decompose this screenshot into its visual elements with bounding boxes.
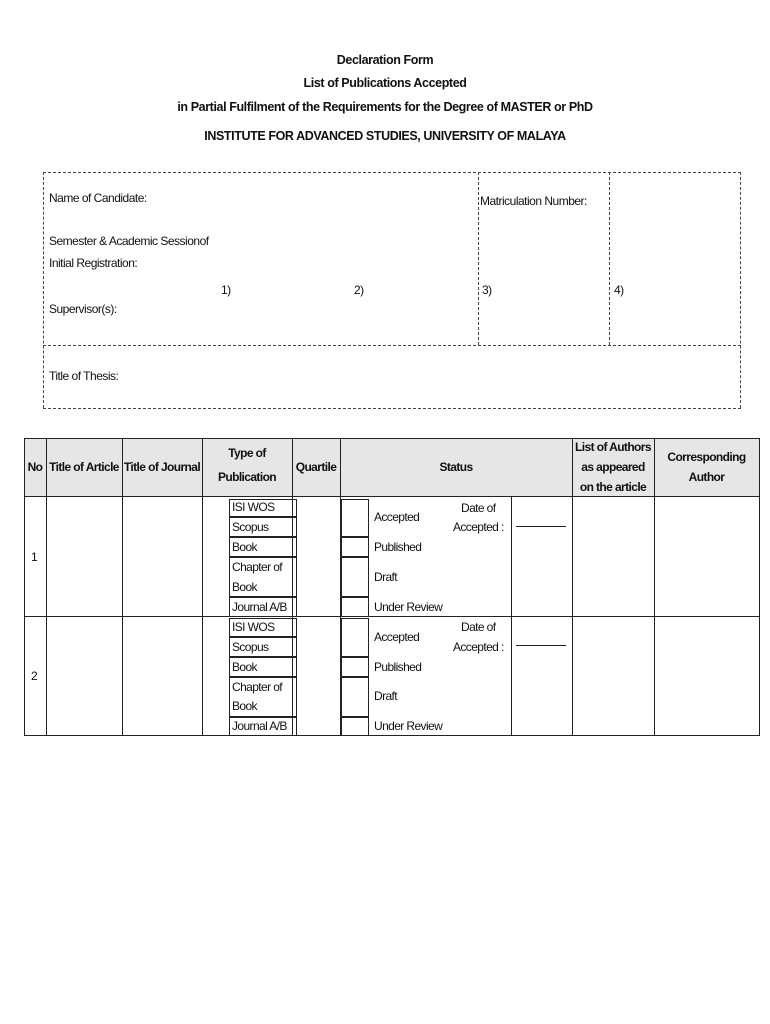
status-under-review-label: Under Review bbox=[374, 719, 443, 733]
col-header-corresponding-line2: Author bbox=[688, 470, 725, 484]
form-title: Declaration Form bbox=[336, 53, 434, 67]
col-header-corresponding-line1: Corresponding bbox=[667, 450, 746, 464]
status-checkbox-draft[interactable] bbox=[341, 677, 369, 717]
title-of-thesis-label: Title of Thesis: bbox=[49, 369, 119, 383]
row-number: 1 bbox=[31, 550, 38, 564]
col-header-authors-line3: on the article bbox=[579, 480, 647, 494]
status-accepted-label: Accepted bbox=[374, 510, 420, 524]
type-isi-wos-label: ISI WOS bbox=[232, 620, 275, 634]
col-header-authors-line2: as appeared bbox=[581, 460, 645, 474]
date-accepted-input-line[interactable] bbox=[516, 645, 566, 646]
date-of-label: Date of bbox=[461, 620, 496, 634]
col-header-quartile: Quartile bbox=[295, 459, 337, 474]
status-checkbox-under-review[interactable] bbox=[341, 717, 369, 736]
accepted-date-label: Accepted : bbox=[453, 640, 504, 654]
form-degree-line: in Partial Fulfilment of the Requirements for the Degree of MASTER or PhD bbox=[177, 100, 593, 114]
supervisor-1-label: 1) bbox=[221, 283, 231, 297]
status-under-review-label: Under Review bbox=[374, 600, 443, 614]
status-checkbox-under-review[interactable] bbox=[341, 597, 369, 617]
type-chapter-book-label: Book bbox=[232, 699, 257, 713]
col-header-type-line2: Publication bbox=[217, 470, 277, 484]
status-accepted-label: Accepted bbox=[374, 630, 420, 644]
initial-registration-label: Initial Registration: bbox=[49, 256, 138, 270]
type-chapter-label: Chapter of bbox=[232, 680, 283, 694]
type-scopus-label: Scopus bbox=[232, 640, 269, 654]
col-header-title-of-journal: Title of Journal bbox=[123, 459, 201, 474]
type-book-label: Book bbox=[232, 540, 257, 554]
supervisor-3-label: 3) bbox=[482, 283, 492, 297]
type-chapter-book-label: Book bbox=[232, 580, 257, 594]
accepted-date-label: Accepted : bbox=[453, 520, 504, 534]
col-header-type-line1: Type of bbox=[228, 446, 266, 460]
type-scopus-label: Scopus bbox=[232, 520, 269, 534]
date-of-label: Date of bbox=[461, 501, 496, 515]
status-published-label: Published bbox=[374, 540, 422, 554]
col-header-authors-line1: List of Authors bbox=[575, 440, 651, 454]
institute-name: INSTITUTE FOR ADVANCED STUDIES, UNIVERSITY OF MALAYA bbox=[204, 129, 566, 143]
row-number: 2 bbox=[31, 669, 38, 683]
status-checkbox-accepted[interactable] bbox=[341, 499, 369, 537]
matriculation-number-label: Matriculation Number: bbox=[480, 194, 587, 208]
supervisor-4-label: 4) bbox=[614, 283, 624, 297]
col-header-no: No bbox=[27, 459, 43, 474]
status-published-label: Published bbox=[374, 660, 422, 674]
col-header-status: Status bbox=[439, 459, 473, 474]
status-draft-label: Draft bbox=[374, 689, 398, 703]
status-checkbox-published[interactable] bbox=[341, 537, 369, 557]
semester-label: Semester & Academic Sessionof bbox=[49, 234, 209, 248]
type-isi-wos-label: ISI WOS bbox=[232, 500, 275, 514]
name-of-candidate-label: Name of Candidate: bbox=[49, 191, 147, 205]
supervisors-label: Supervisor(s): bbox=[49, 302, 117, 316]
type-journal-ab-label: Journal A/B bbox=[232, 719, 287, 733]
type-chapter-label: Chapter of bbox=[232, 560, 283, 574]
status-draft-label: Draft bbox=[374, 570, 398, 584]
type-book-label: Book bbox=[232, 660, 257, 674]
status-checkbox-draft[interactable] bbox=[341, 557, 369, 597]
supervisor-2-label: 2) bbox=[354, 283, 364, 297]
col-header-title-of-article: Title of Article bbox=[49, 459, 119, 474]
type-journal-ab-label: Journal A/B bbox=[232, 600, 287, 614]
status-checkbox-accepted[interactable] bbox=[341, 618, 369, 657]
form-subtitle: List of Publications Accepted bbox=[303, 76, 467, 90]
date-accepted-input-line[interactable] bbox=[516, 526, 566, 527]
status-checkbox-published[interactable] bbox=[341, 657, 369, 677]
